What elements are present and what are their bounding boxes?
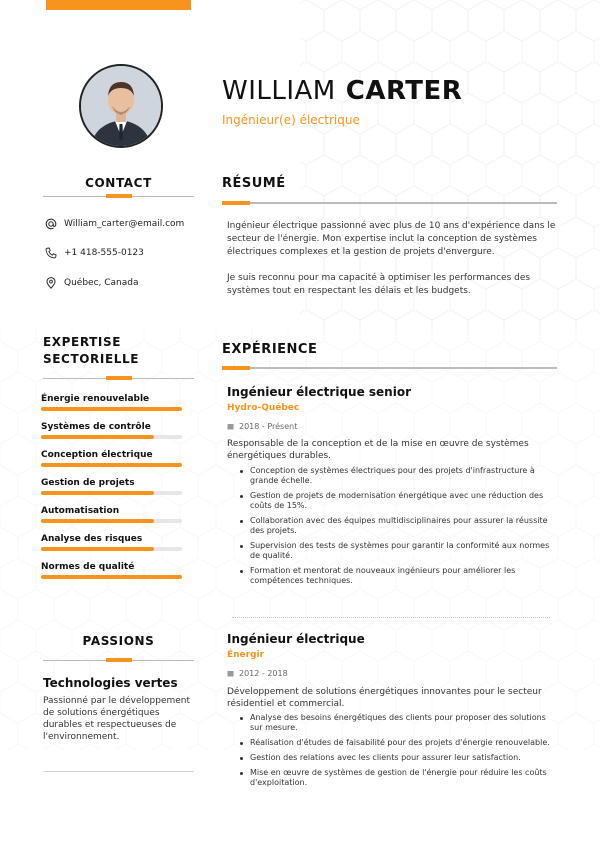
list-item: Conception de systèmes électriques pour des projets d'infrastructure à grande échelle. (237, 466, 557, 486)
skill-label: Conception électrique (41, 450, 153, 460)
at-sign-icon (45, 218, 57, 230)
job-2-title: Ingénieur électrique (227, 632, 365, 646)
list-item: Réalisation d'études de faisabilité pour des projets d'énergie renouvelable. (237, 738, 557, 748)
passions-heading: PASSIONS (82, 634, 155, 648)
passion-description: Passionné par le développement de solutions énergétiques durables et respectueuses de l'environnement. (43, 696, 191, 742)
person-portrait-icon (81, 66, 161, 146)
job-2-company: Énergir (227, 650, 265, 660)
experience-rule (222, 367, 557, 369)
skill-bar-fill (41, 435, 154, 439)
skill-bar-fill (41, 547, 154, 551)
profile-photo (79, 64, 163, 148)
resume-heading: RÉSUMÉ (222, 176, 286, 191)
list-item: Gestion des relations avec les clients pour assurer leur satisfaction. (237, 753, 557, 763)
skill-item (41, 450, 182, 460)
resume-rule-accent (222, 201, 250, 205)
skill-bar-track (41, 463, 182, 467)
skill-label: Automatisation (41, 506, 120, 516)
passions-bottom-rule (43, 771, 194, 772)
skill-label: Gestion de projets (41, 478, 135, 488)
resume-paragraph-1: Ingénieur électrique passionné avec plus de 10 ans d'expérience dans le secteur de l'énergie. Mon expertise inclut la conception de systèmes électriques complexes et la gestion de projets d'envergure. (227, 221, 556, 257)
skill-bar-track (41, 407, 182, 411)
job-1-dates-text: 2018 - Présent (239, 422, 298, 431)
job-separator (232, 617, 550, 618)
skill-label: Analyse des risques (41, 534, 143, 544)
list-item: Analyse des besoins énergétiques des clients pour proposer des solutions sur mesure. (237, 713, 557, 733)
skill-label: Systèmes de contrôle (41, 422, 151, 432)
job-1-company: Hydro-Québec (227, 403, 300, 413)
skill-item (41, 394, 182, 404)
skill-item (41, 562, 182, 572)
first-name: WILLIAM (222, 76, 336, 106)
skill-bar-track (41, 547, 182, 551)
experience-heading: EXPÉRIENCE (222, 342, 318, 357)
skill-bar-track (41, 519, 182, 523)
experience-rule-accent (222, 366, 250, 370)
skill-item (41, 534, 182, 544)
skill-bar-fill (41, 491, 154, 495)
contact-heading: CONTACT (85, 176, 152, 190)
contact-email[interactable] (45, 216, 184, 232)
list-item: Formation et mentorat de nouveaux ingénieurs pour améliorer les compétences techniques. (237, 566, 557, 586)
skill-bar-fill (41, 519, 154, 523)
contact-phone[interactable] (45, 245, 144, 261)
expertise-heading-line2: SECTORIELLE (43, 352, 140, 366)
skill-bar-fill (41, 575, 182, 579)
phone-icon (45, 247, 57, 259)
skill-bar-track (41, 575, 182, 579)
skill-bar-track (41, 435, 182, 439)
list-item: Gestion de projets de modernisation énergétique avec une réduction des coûts de 15%. (237, 491, 557, 511)
job-1-bullets (237, 466, 557, 586)
calendar-icon (227, 670, 234, 677)
job-2-description: Développement de solutions énergétiques innovantes pour le secteur résidentiel et commercial. (227, 687, 542, 709)
resume-rule (222, 202, 557, 204)
contact-location (45, 275, 139, 291)
last-name: CARTER (345, 76, 463, 106)
job-2-dates-text: 2012 - 2018 (239, 669, 288, 678)
skill-item (41, 506, 182, 516)
job-2-dates (227, 669, 288, 678)
skill-item (41, 422, 182, 432)
candidate-name (222, 76, 462, 106)
list-item: Supervision des tests de systèmes pour garantir la conformité aux normes de qualité. (237, 541, 557, 561)
contact-rule-accent (106, 194, 132, 198)
job-1-dates (227, 422, 297, 431)
calendar-icon (227, 423, 234, 430)
passions-rule-accent (106, 658, 132, 662)
job-2-bullets (237, 713, 557, 788)
email-text: William_carter@email.com (64, 219, 185, 229)
expertise-heading (43, 334, 194, 368)
location-pin-icon (45, 277, 57, 289)
skill-bar-track (41, 491, 182, 495)
skill-bar-fill (41, 463, 182, 467)
list-item: Collaboration avec des équipes multidisciplinaires pour assurer la réussite des projets. (237, 516, 557, 536)
skill-bar-fill (41, 407, 182, 411)
expertise-rule-accent (106, 376, 132, 380)
skill-label: Énergie renouvelable (41, 394, 150, 404)
job-1-description: Responsable de la conception et de la mise en œuvre de systèmes énergétiques durables. (227, 439, 529, 461)
job-1-title: Ingénieur électrique senior (227, 385, 411, 399)
list-item: Mise en œuvre de systèmes de gestion de l'énergie pour réduire les coûts d'exploitation. (237, 768, 557, 788)
passion-title: Technologies vertes (43, 676, 178, 690)
skill-label: Normes de qualité (41, 562, 135, 572)
phone-text: +1 418-555-0123 (64, 248, 144, 258)
location-text: Québec, Canada (64, 278, 139, 288)
skill-item (41, 478, 182, 488)
top-accent-bar (46, 0, 191, 10)
resume-paragraph-2: Je suis reconnu pour ma capacité à optimiser les performances des systèmes tout en respectant les délais et les budgets. (227, 273, 531, 296)
job-title: Ingénieur(e) électrique (222, 113, 360, 127)
expertise-heading-line1: EXPERTISE (43, 335, 122, 349)
